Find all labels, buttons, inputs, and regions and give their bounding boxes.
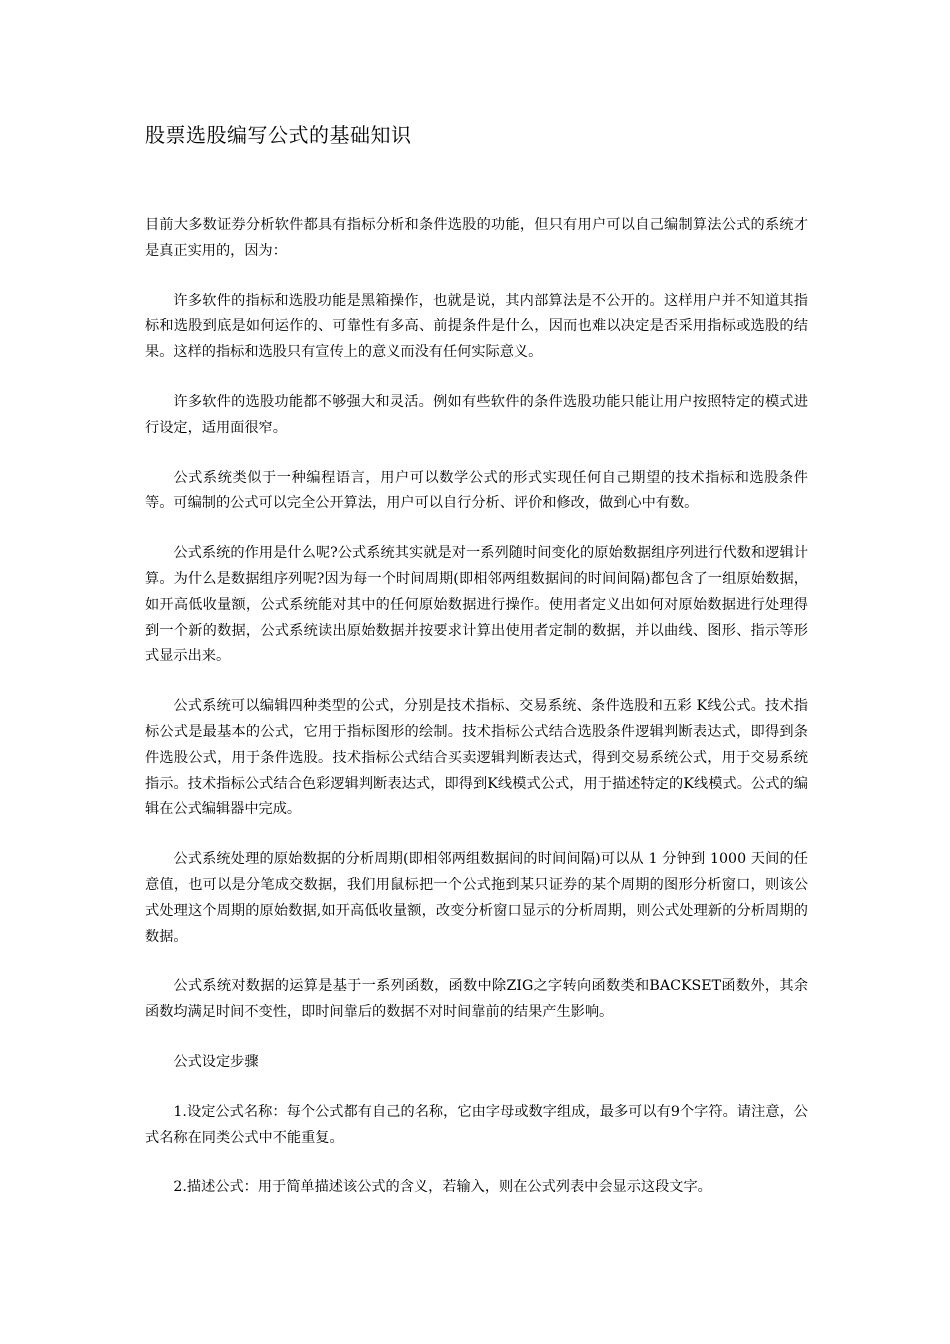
paragraph-analysis-period: 公式系统处理的原始数据的分析周期(即相邻两组数据间的时间间隔)可以从 1 分钟到 1000 天间的任意值，也可以是分笔成交数据，我们用鼠标把一个公式拖到某只证券的某个周期的图形分析窗口，则该公式处理这个周期的原始数据,如开高低收量额，改变分析窗口显示的分析周期，则公式处理新的分析周期的数据。 [145, 851, 808, 945]
document-body [145, 213, 808, 1225]
document-page [145, 0, 808, 1344]
paragraph-flexibility: 许多软件的选股功能都不够强大和灵活。例如有些软件的条件选股功能只能让用户按照特定的模式进行设定，适用面很窄。 [145, 393, 808, 436]
paragraph-step-1: 1.设定公式名称：每个公式都有自己的名称，它由字母或数字组成，最多可以有9个字符。请注意，公式名称在同类公式中不能重复。 [145, 1103, 808, 1146]
paragraph-step-2: 2.描述公式：用于简单描述该公式的含义，若输入，则在公式列表中会显示这段文字。 [173, 1179, 712, 1196]
section-heading-steps: 公式设定步骤 [173, 1053, 259, 1070]
paragraph-formula-types: 公式系统可以编辑四种类型的公式，分别是技术指标、交易系统、条件选股和五彩 K线公式。技术指标公式是最基本的公式，它用于指标图形的绘制。技术指标公式结合选股条件逻辑判断表达式，即得到条件选股公式，用于条件选股。技术指标公式结合买卖逻辑判断表达式，得到交易系统公式，用于交易系统指示。技术指标公式结合色彩逻辑判断表达式，即得到K线模式公式，用于描述特定的K线模式。公式的编辑在公式编辑器中完成。 [145, 698, 808, 818]
paragraph-functions: 公式系统对数据的运算是基于一系列函数，函数中除ZIG之字转向函数类和BACKSET函数外，其余函数均满足时间不变性，即时间靠后的数据不对时间靠前的结果产生影响。 [145, 978, 808, 1021]
paragraph-intro: 目前大多数证券分析软件都具有指标分析和条件选股的功能，但只有用户可以自己编制算法公式的系统才是真正实用的，因为： [145, 217, 808, 259]
paragraph-black-box: 许多软件的指标和选股功能是黑箱操作，也就是说，其内部算法是不公开的。这样用户并不知道其指标和选股到底是如何运作的、可靠性有多高、前提条件是什么，因而也难以决定是否采用指标或选股的结果。这样的指标和选股只有宣传上的意义而没有任何实际意义。 [145, 292, 808, 361]
paragraph-purpose: 公式系统的作用是什么呢?公式系统其实就是对一系列随时间变化的原始数据组序列进行代数和逻辑计算。为什么是数据组序列呢?因为每一个时间周期(即相邻两组数据间的时间间隔)都包含了一组原始数据，如开高低收量额，公式系统能对其中的任何原始数据进行操作。使用者定义出如何对原始数据进行处理得到一个新的数据，公式系统读出原始数据并按要求计算出使用者定制的数据，并以曲线、图形、指示等形式显示出来。 [145, 545, 808, 665]
paragraph-programming-language: 公式系统类似于一种编程语言，用户可以数学公式的形式实现任何自己期望的技术指标和选股条件等。可编制的公式可以完全公开算法，用户可以自行分析、评价和修改，做到心中有数。 [145, 469, 808, 512]
document-title: 股票选股编写公式的基础知识 [145, 123, 412, 147]
